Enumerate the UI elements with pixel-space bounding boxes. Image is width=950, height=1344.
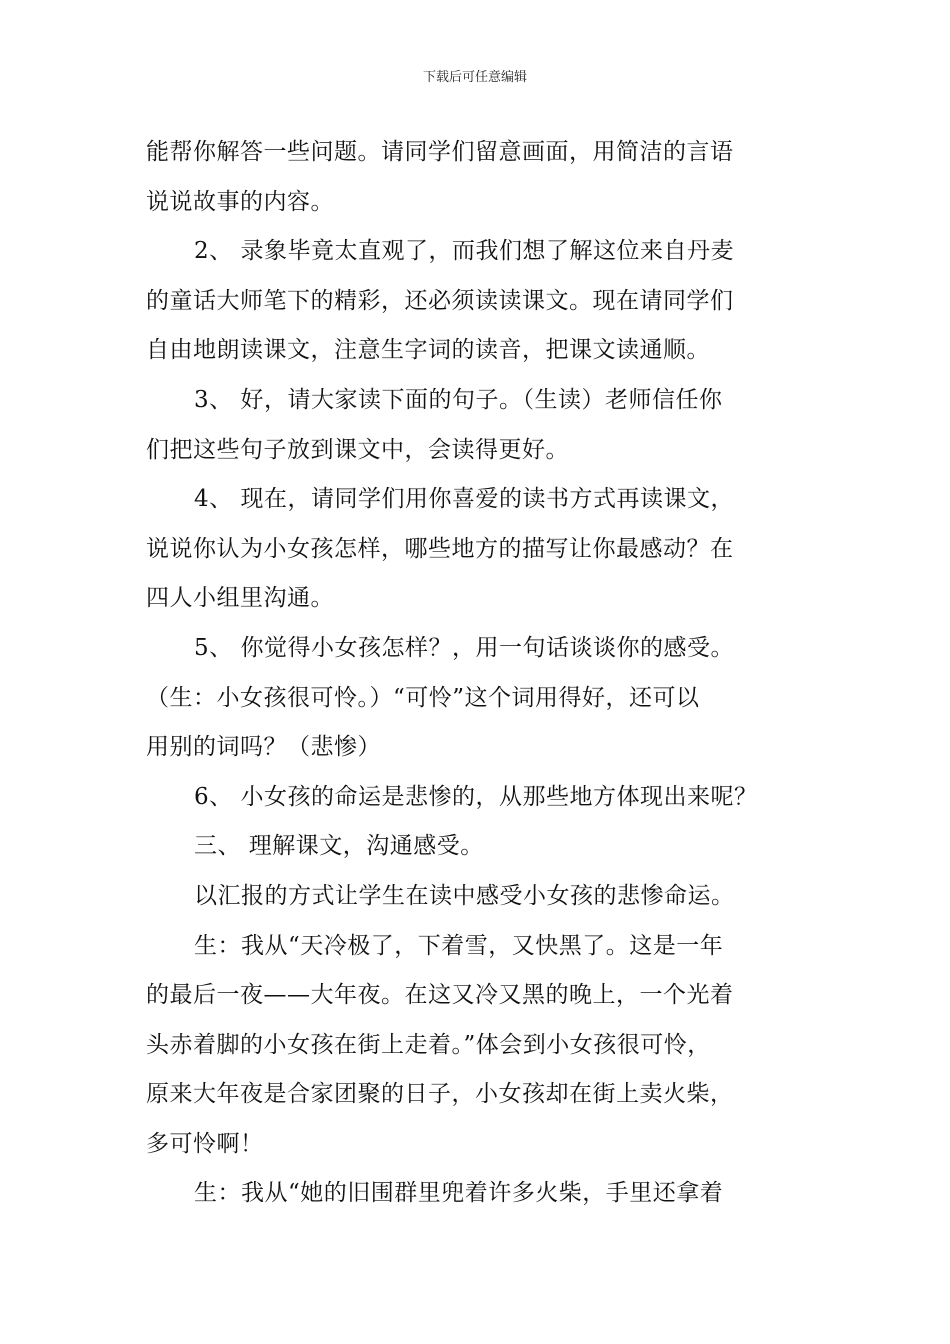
text-line: （生：小女孩很可怜。）“可怜”这个词用得好，还可以 — [146, 684, 700, 711]
text-line: 生：我从“她的旧围群里兜着许多火柴，手里还拿着 — [194, 1180, 724, 1207]
text-line: 四人小组里沟通。 — [146, 585, 334, 612]
text-line: 3、 好，请大家读下面的句子。（生读）老师信任你 — [194, 386, 723, 413]
text-line: 能帮你解答一些问题。请同学们留意画面，用简洁的言语 — [146, 139, 734, 165]
text-line: 的最后一夜——大年夜。在这又冷又黑的晚上，一个光着 — [146, 982, 734, 1009]
page-header: 下载后可任意编辑 — [422, 70, 527, 85]
text-line: 说说故事的内容。 — [146, 188, 334, 215]
text-line: 生：我从“天冷极了，下着雪，又快黑了。这是一年 — [194, 932, 724, 959]
text-line: 头赤着脚的小女孩在街上走着。”体会到小女孩很可怜， — [146, 1031, 711, 1058]
text-line: 自由地朗读课文，注意生字词的读音，把课文读通顺。 — [146, 337, 710, 364]
text-line: 4、 现在，请同学们用你喜爱的读书方式再读课文， — [194, 486, 734, 513]
text-line: 们把这些句子放到课文中，会读得更好。 — [146, 436, 569, 463]
text-line: 5、 你觉得小女孩怎样？，用一句话谈谈你的感受。 — [194, 634, 734, 661]
text-line: 以汇报的方式让学生在读中感受小女孩的悲惨命运。 — [194, 882, 735, 909]
text-line: 6、 小女孩的命运是悲惨的，从那些地方体现出来呢？ — [194, 783, 758, 810]
text-line: 三、 理解课文，沟通感受。 — [194, 833, 484, 860]
text-line: 用别的词吗？（悲惨） — [146, 734, 381, 761]
text-line: 的童话大师笔下的精彩，还必须读读课文。现在请同学们 — [146, 287, 734, 314]
text-line: 2、 录象毕竟太直观了，而我们想了解这位来自丹麦 — [194, 238, 734, 265]
body-text — [146, 128, 810, 1219]
text-line: 多可怜啊！ — [146, 1130, 264, 1157]
text-line: 说说你认为小女孩怎样，哪些地方的描写让你最感动？在 — [146, 535, 734, 562]
text-line: 原来大年夜是合家团聚的日子，小女孩却在街上卖火柴， — [146, 1081, 734, 1108]
